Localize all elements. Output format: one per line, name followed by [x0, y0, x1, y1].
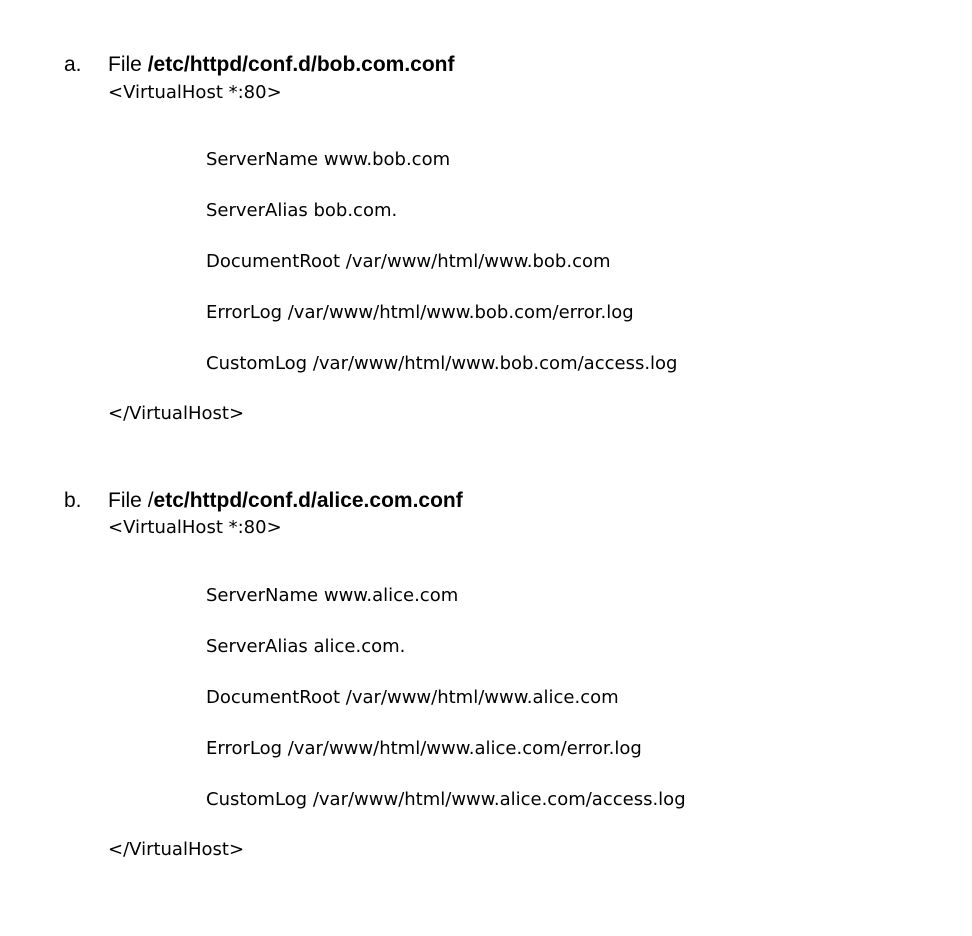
- directive-documentroot: DocumentRoot /var/www/html/www.bob.com: [206, 251, 611, 272]
- virtualhost-open-tag: <VirtualHost *:80>: [108, 517, 282, 538]
- directive-serveralias: ServerAlias alice.com.: [206, 636, 406, 657]
- config-section-bob: [64, 53, 944, 424]
- directive-servername: ServerName www.alice.com: [206, 585, 459, 606]
- list-marker: a.: [64, 53, 82, 76]
- list-marker: b.: [64, 489, 82, 512]
- virtualhost-open-tag: <VirtualHost *:80>: [108, 82, 282, 103]
- section-heading: [64, 489, 944, 513]
- directive-customlog: CustomLog /var/www/html/www.alice.com/access.log: [206, 789, 686, 810]
- directive-errorlog: ErrorLog /var/www/html/www.bob.com/error.log: [206, 302, 634, 323]
- virtualhost-close-tag: </VirtualHost>: [108, 839, 245, 860]
- section-heading: [64, 53, 944, 77]
- file-path: etc/httpd/conf.d/alice.com.conf: [153, 489, 463, 512]
- directive-errorlog: ErrorLog /var/www/html/www.alice.com/error.log: [206, 738, 642, 759]
- file-label: File: [108, 53, 148, 76]
- directive-serveralias: ServerAlias bob.com.: [206, 200, 398, 221]
- file-path-prefix: /: [147, 489, 154, 512]
- file-label: File: [108, 489, 148, 512]
- directive-servername: ServerName www.bob.com: [206, 149, 451, 170]
- file-path: /etc/httpd/conf.d/bob.com.conf: [147, 53, 455, 76]
- virtualhost-close-tag: </VirtualHost>: [108, 403, 245, 424]
- config-section-alice: [64, 489, 944, 860]
- directive-documentroot: DocumentRoot /var/www/html/www.alice.com: [206, 687, 619, 708]
- directive-customlog: CustomLog /var/www/html/www.bob.com/access.log: [206, 353, 678, 374]
